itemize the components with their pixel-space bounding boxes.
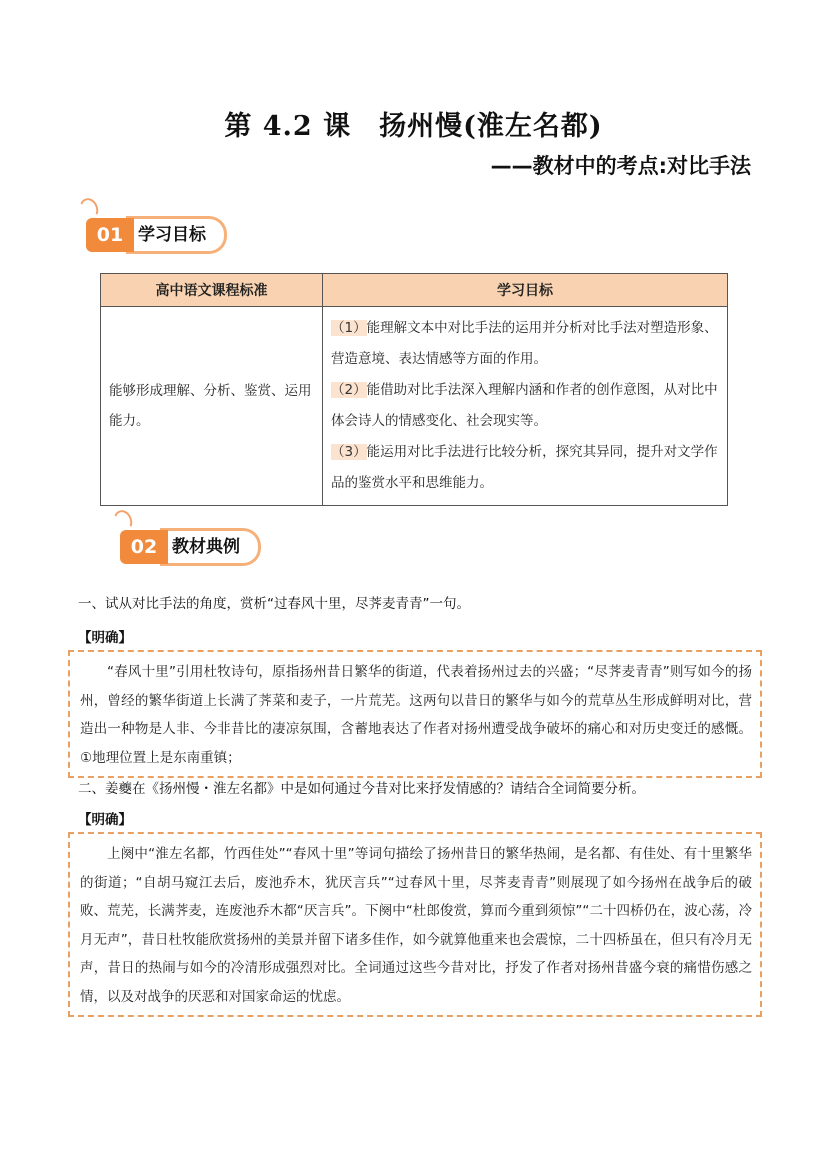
answer-box-2: 上阕中“淮左名都，竹西佳处”“春风十里”等词句描绘了扬州昔日的繁华热闹，是名都、有佳处、有十里繁华的街道；“自胡马窥江去后，废池乔木，犹厌言兵”“过春风十里，尽荠麦青青”则展现了如今扬州在战争后的破败、荒芜，长满荠麦，连废池乔木都“厌言兵”。下阕中“杜郎俊赏，算而今重到须惊”“二十四桥仍在，波心荡，冷月无声”，昔日杜牧能欣赏扬州的美景并留下诸多佳作，如今就算他重来也会震惊，二十四桥虽在，但只有冷月无声，昔日的热闹与如今的冷清形成强烈对比。全词通过这些今昔对比，抒发了作者对扬州昔盛今衰的痛惜伤感之情，以及对战争的厌恶和对国家命运的忧虑。 xyxy=(68,832,762,1017)
page-title: 第 4.2 课 扬州慢(淮左名都) xyxy=(224,111,603,142)
table-header-standard: 高中语文课程标准 xyxy=(101,274,323,307)
goal-item xyxy=(331,375,719,437)
goal-number: （1） xyxy=(331,320,367,336)
goal-text: 能运用对比手法进行比较分析，探究其异同，提升对文学作品的鉴赏水平和思维能力。 xyxy=(331,444,718,491)
section-badge-examples xyxy=(120,524,280,568)
question-1: 一、试从对比手法的角度，赏析“过春风十里，尽荠麦青青”一句。 xyxy=(78,596,470,612)
section-badge-goals xyxy=(86,212,246,256)
section-badge-label: 学习目标 xyxy=(126,216,227,254)
section-badge-number: 01 xyxy=(86,218,134,252)
answer-box-1: “春风十里”引用杜牧诗句，原指扬州昔日繁华的街道，代表着扬州过去的兴盛；“尽荠麦青青”则写如今的扬州，曾经的繁华街道上长满了荠菜和麦子，一片荒芜。这两句以昔日的繁华与如今的荒草丛生形成鲜明对比，营造出一种物是人非、今非昔比的凄凉氛围，含蓄地表达了作者对扬州遭受战争破坏的痛心和对历史变迁的感慨。①地理位置上是东南重镇； xyxy=(68,650,762,778)
goal-item xyxy=(331,437,719,499)
learning-goals-table xyxy=(100,273,728,506)
section-badge-number: 02 xyxy=(120,530,168,564)
goal-item xyxy=(331,313,719,375)
goal-number: （2） xyxy=(331,382,367,398)
goal-text: 能借助对比手法深入理解内涵和作者的创作意图，从对比中体会诗人的情感变化、社会现实等。 xyxy=(331,382,718,429)
standard-cell: 能够形成理解、分析、鉴赏、运用能力。 xyxy=(101,307,323,506)
section-badge-label: 教材典例 xyxy=(160,528,261,566)
question-2: 二、姜夔在《扬州慢・淮左名都》中是如何通过今昔对比来抒发情感的？请结合全词简要分析。 xyxy=(78,781,645,797)
goal-number: （3） xyxy=(331,444,367,460)
goals-cell xyxy=(323,307,728,506)
answer-label-2: 【明确】 xyxy=(78,812,132,828)
page-subtitle: ——教材中的考点:对比手法 xyxy=(490,154,751,178)
goal-text: 能理解文本中对比手法的运用并分析对比手法对塑造形象、营造意境、表达情感等方面的作用。 xyxy=(331,320,718,367)
table-header-goals: 学习目标 xyxy=(323,274,728,307)
answer-label-1: 【明确】 xyxy=(78,630,132,646)
